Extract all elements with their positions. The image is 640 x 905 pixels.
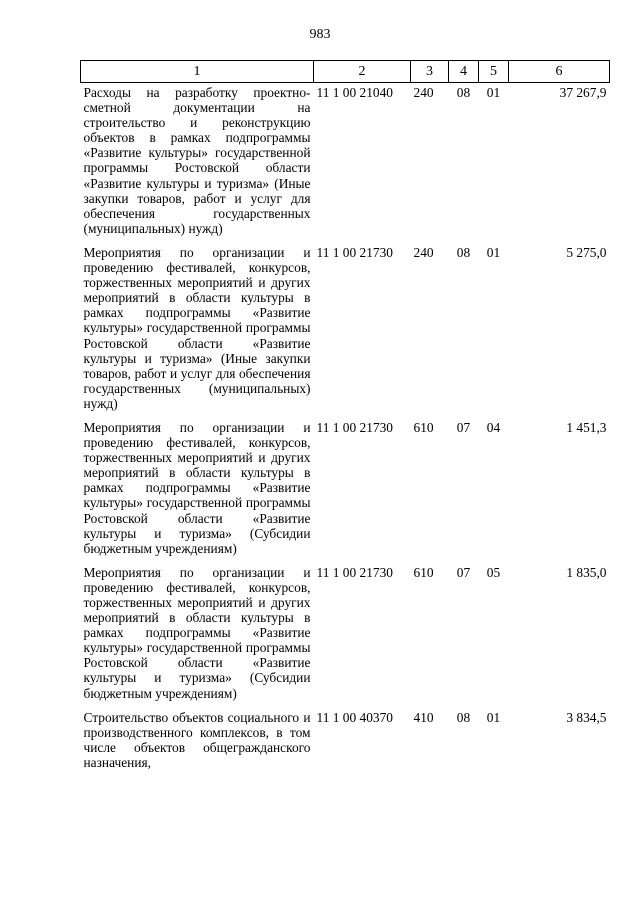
row-section: 08: [456, 709, 471, 725]
row-subsection: 05: [486, 564, 501, 580]
row-target-code: 11 1 00 40370: [316, 709, 393, 725]
row-expense-type: 610: [413, 564, 434, 580]
row-expense-type: 240: [413, 244, 434, 260]
row-subsection: 01: [486, 85, 501, 100]
row-description: Мероприятия по организации и проведению фестивалей, конкурсов, торжественных мероприятий и других мероприятий в области культуры в рамках подпрограммы «Развитие культуры» государственной программы Ростовской области «Развитие культуры и туризма» (Субсидии бюджетным учреждениям): [83, 564, 311, 701]
budget-table: [80, 60, 610, 777]
row-amount: 37 267,9: [559, 85, 607, 100]
row-subsection: 04: [486, 419, 501, 435]
row-description: Мероприятия по организации и проведению фестивалей, конкурсов, торжественных мероприятий и других мероприятий в области культуры в рамках подпрограммы «Развитие культуры» государственной программы Ростовской области «Развитие культуры и туризма» (Субсидии бюджетным учреждениям): [83, 419, 311, 556]
header-col-2: 2: [314, 61, 411, 83]
row-description: Строительство объектов социального и производственного комплексов, в том числе объектов общегражданского назначения,: [83, 709, 311, 770]
row-description: Мероприятия по организации и проведению фестивалей, конкурсов, торжественных мероприятий и других мероприятий в области культуры в рамках подпрограммы «Развитие культуры» государственной программы Ростовской области «Развитие культуры и туризма» (Иные закупки товаров, работ и услуг для обеспечения государственных (муниципальных) нужд): [83, 244, 311, 411]
header-col-6: 6: [509, 61, 610, 83]
row-target-code: 11 1 00 21730: [316, 564, 393, 580]
header-col-4: 4: [449, 61, 479, 83]
table-header-row: [81, 61, 610, 83]
table-row: [81, 708, 610, 777]
table-row: [81, 83, 610, 243]
header-col-3: 3: [411, 61, 449, 83]
row-expense-type: 610: [413, 419, 434, 435]
row-expense-type: 410: [413, 709, 434, 725]
row-amount: 5 275,0: [566, 244, 607, 260]
row-expense-type: 240: [413, 85, 434, 100]
row-section: 07: [456, 564, 471, 580]
row-target-code: 11 1 00 21040: [316, 85, 393, 100]
row-description: Расходы на разработку проектно-сметной документации на строительство и реконструкцию объектов в рамках подпрограммы «Развитие культуры» государственной программы Ростовской области «Развитие культуры и туризма» (Иные закупки товаров, работ и услуг для обеспечения государственных (муниципальных) нужд): [83, 85, 311, 236]
page-number: 983: [309, 27, 331, 42]
header-col-5: 5: [479, 61, 509, 83]
row-target-code: 11 1 00 21730: [316, 419, 393, 435]
row-amount: 1 835,0: [566, 564, 607, 580]
row-amount: 1 451,3: [566, 419, 607, 435]
header-col-1: 1: [81, 61, 314, 83]
row-target-code: 11 1 00 21730: [316, 244, 393, 260]
row-section: 07: [456, 419, 471, 435]
row-section: 08: [456, 244, 471, 260]
table-row: [81, 243, 610, 418]
table-row: [81, 418, 610, 563]
row-subsection: 01: [486, 709, 501, 725]
row-section: 08: [456, 85, 471, 100]
row-amount: 3 834,5: [566, 709, 607, 725]
row-subsection: 01: [486, 244, 501, 260]
table-row: [81, 563, 610, 708]
